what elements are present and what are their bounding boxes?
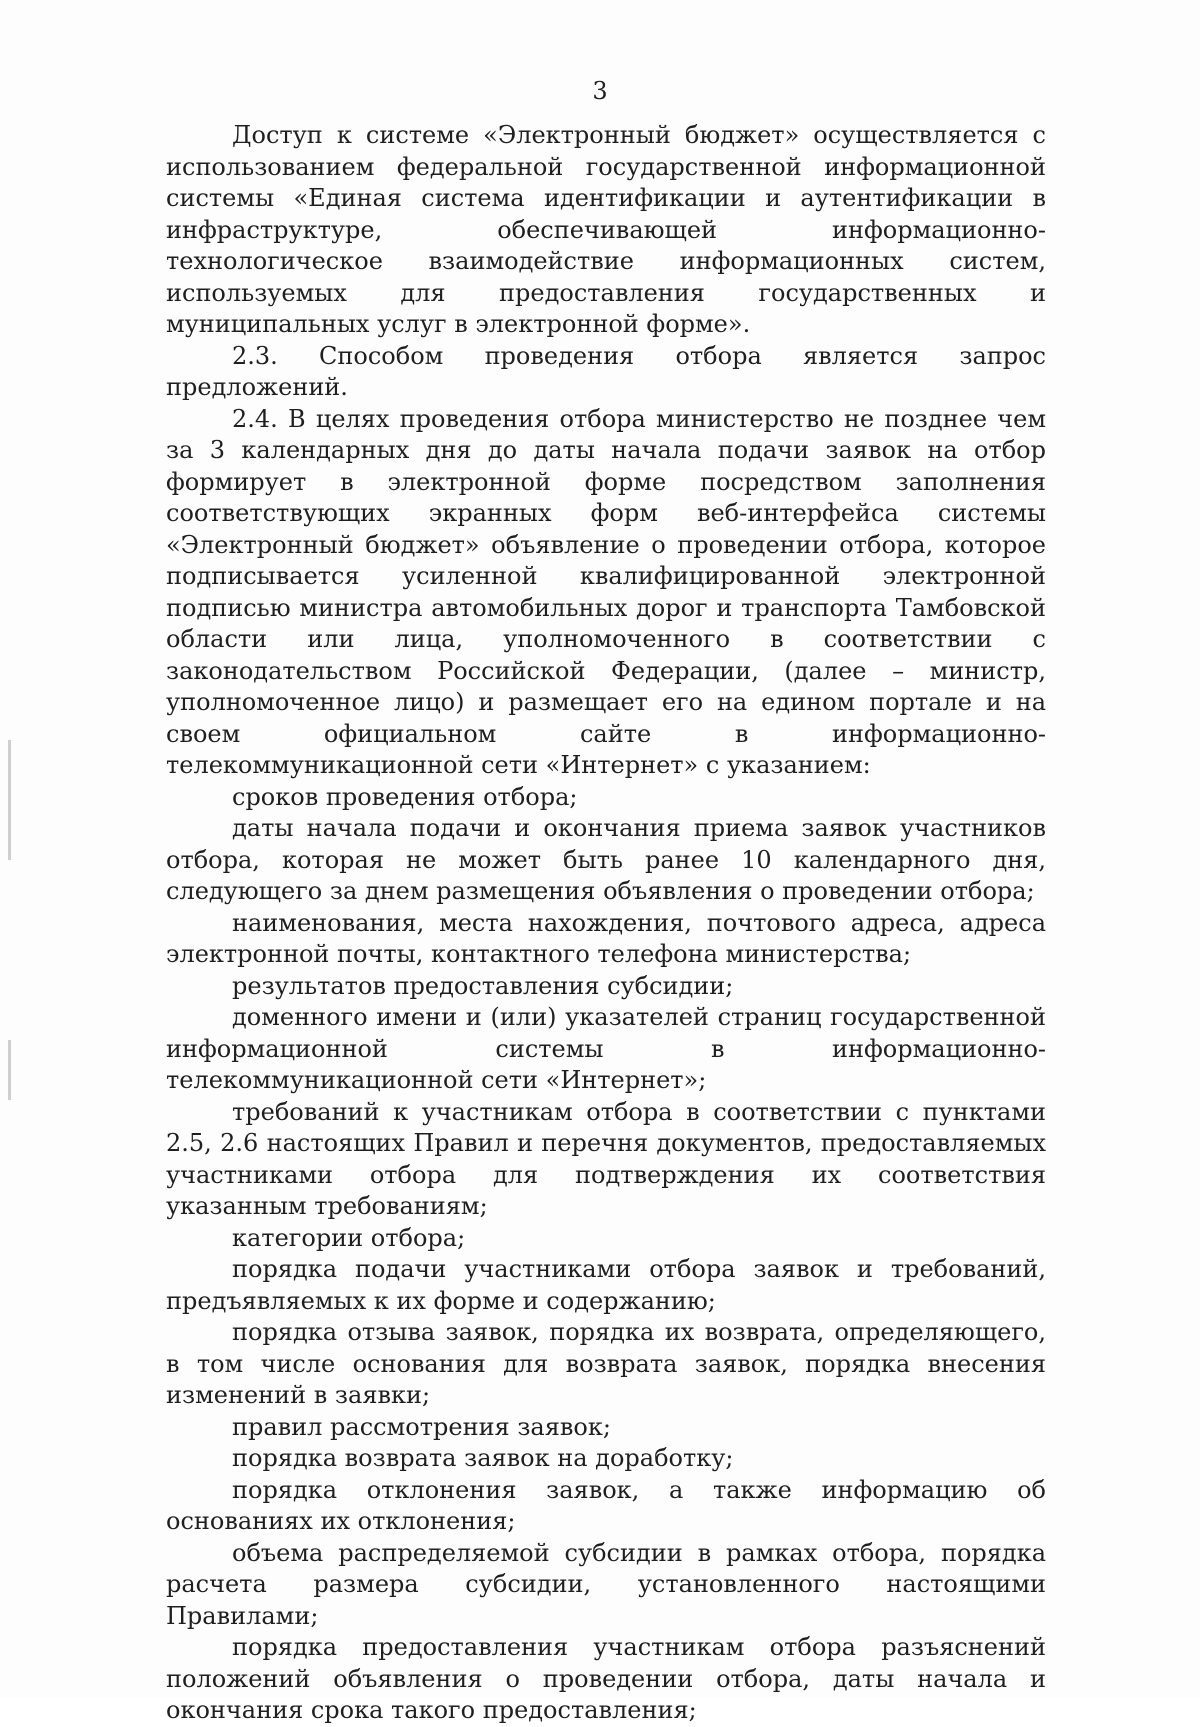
paragraph: наименования, места нахождения, почтового адреса, адреса электронной почты, контактного телефона министерства;: [166, 908, 1046, 968]
paragraph: 2.3. Способом проведения отбора является запрос предложений.: [166, 341, 1046, 401]
paragraph: Доступ к системе «Электронный бюджет» осуществляется с использованием федеральной государственной информационной системы «Единая система идентификации и аутентификации в инфраструктуре, обеспечивающей информационно-технологическое взаимодействие информационных систем, используемых для предоставления государственных и муниципальных услуг в электронной форме».: [166, 121, 1046, 338]
paragraph: порядка предоставления участникам отбора разъяснений положений объявления о проведении отбора, даты начала и окончания срока такого предоставления;: [166, 1633, 1046, 1724]
scan-edge-mark: [8, 740, 11, 860]
paragraph: доменного имени и (или) указателей страниц государственной информационной системы в информационно-телекоммуникационной сети «Интернет»;: [166, 1003, 1046, 1094]
paragraph: порядка подачи участниками отбора заявок и требований, предъявляемых к их форме и содержанию;: [166, 1255, 1046, 1315]
paragraph: даты начала подачи и окончания приема заявок участников отбора, которая не может быть ранее 10 календарного дня, следующего за днем размещения объявления о проведении отбора;: [166, 814, 1046, 905]
paragraph: 2.4. В целях проведения отбора министерство не позднее чем за 3 календарных дня до даты начала подачи заявок на отбор формирует в электронной форме посредством заполнения соответствующих экранных форм веб-интерфейса системы «Электронный бюджет» объявление о проведении отбора, которое подписывается усиленной квалифицированной электронной подписью министра автомобильных дорог и транспорта Тамбовской области или лица, уполномоченного в соответствии с законодательством Российской Федерации, (далее – министр, уполномоченное лицо) и размещает его на едином портале и на своем официальном сайте в информационно-телекоммуникационной сети «Интернет» с указанием:: [166, 404, 1046, 779]
scan-edge-mark: [8, 1040, 11, 1100]
paragraph: категории отбора;: [232, 1223, 466, 1252]
paragraph: порядка отзыва заявок, порядка их возврата, определяющего, в том числе основания для возврата заявок, порядка внесения изменений в заявки;: [166, 1318, 1046, 1409]
paragraph: порядка отклонения заявок, а также информацию об основаниях их отклонения;: [166, 1475, 1046, 1535]
document-body: [166, 120, 1046, 1727]
paragraph: сроков проведения отбора;: [232, 782, 578, 811]
paragraph: объема распределяемой субсидии в рамках отбора, порядка расчета размера субсидии, установленного настоящими Правилами;: [166, 1538, 1046, 1630]
page-number: 3: [592, 77, 608, 105]
paragraph: результатов предоставления субсидии;: [232, 971, 734, 1000]
paragraph: порядка возврата заявок на доработку;: [232, 1444, 734, 1472]
paragraph: правил рассмотрения заявок;: [232, 1412, 611, 1441]
paragraph: требований к участникам отбора в соответствии с пунктами 2.5, 2.6 настоящих Правил и перечня документов, предоставляемых участниками отбора для подтверждения их соответствия указанным требованиям;: [166, 1097, 1046, 1220]
